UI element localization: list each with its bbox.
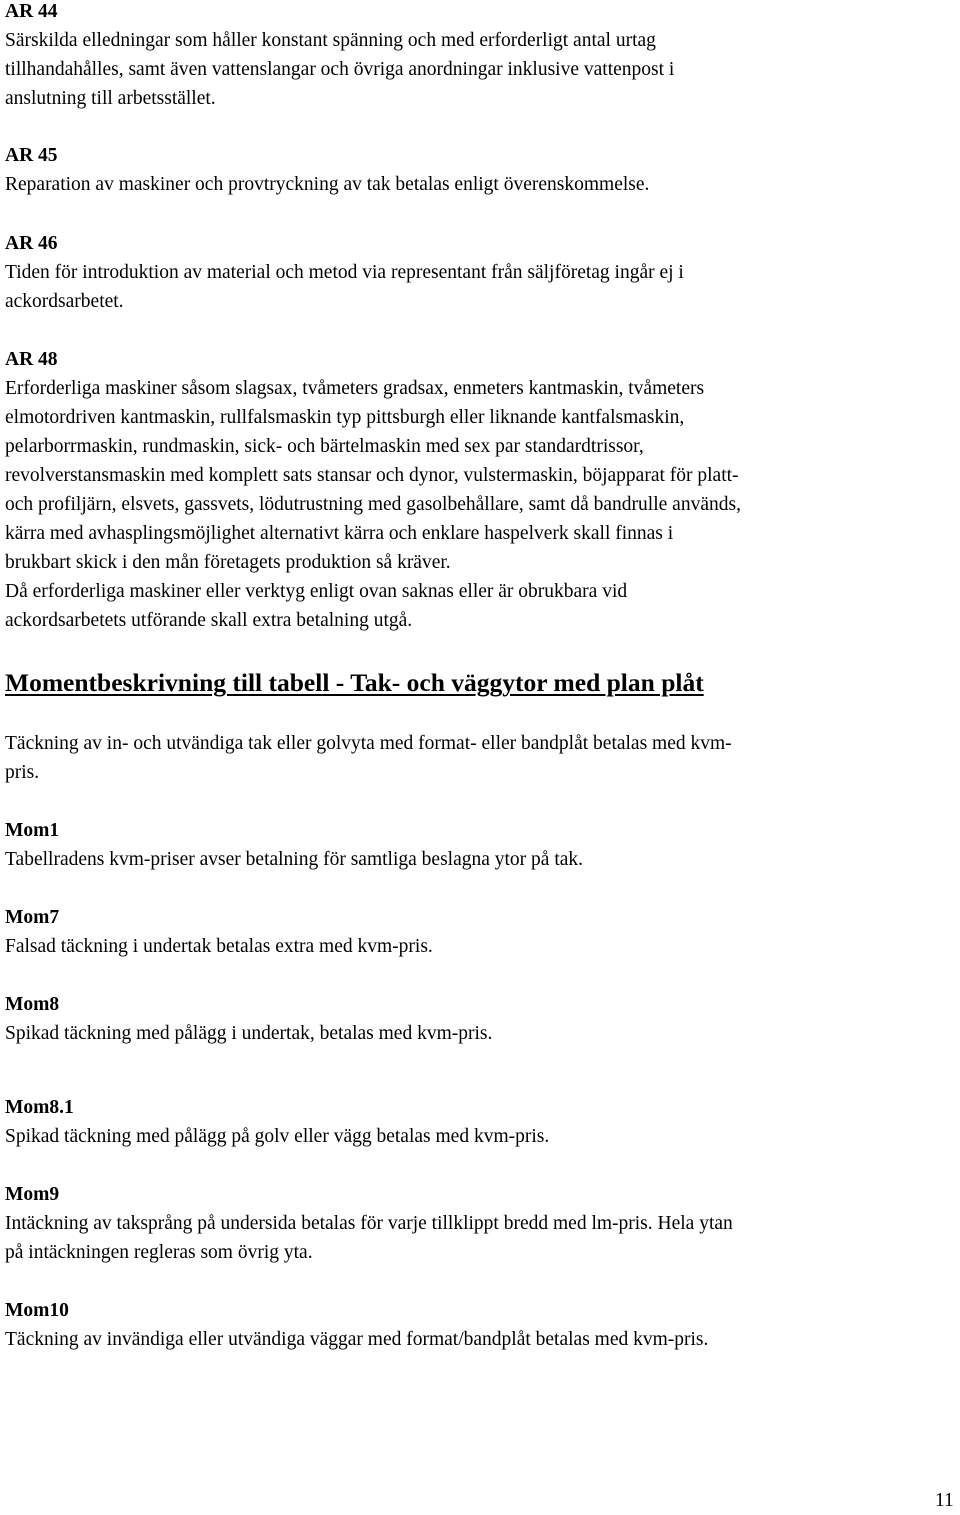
- moment-mom8-1: [5, 1093, 955, 1151]
- paragraph-line: Tiden för introduktion av material och metod via representant från säljföretag ingår ej i: [5, 262, 684, 283]
- section-heading: AR 48: [5, 349, 58, 370]
- paragraph-line: Täckning av invändiga eller utvändiga väggar med format/bandplåt betalas med kvm-pris.: [5, 1329, 709, 1350]
- moment-heading: Mom8: [5, 994, 60, 1015]
- paragraph-line: ackordsarbetets utförande skall extra betalning utgå.: [5, 610, 413, 631]
- paragraph-line: Falsad täckning i undertak betalas extra med kvm-pris.: [5, 936, 433, 957]
- section-ar45: [5, 141, 955, 199]
- paragraph-line: Täckning av in- och utvändiga tak eller golvyta med format- eller bandplåt betalas med kvm-: [5, 733, 732, 754]
- moment-mom7: [5, 903, 955, 961]
- section-heading: AR 46: [5, 233, 58, 254]
- section-ar46: [5, 229, 955, 316]
- intro-paragraph: [5, 729, 955, 787]
- section-ar48: [5, 345, 955, 635]
- moment-mom9: [5, 1180, 955, 1267]
- paragraph-line: och profiljärn, elsvets, gassvets, lödutrustning med gasolbehållare, samt då bandrulle används,: [5, 494, 741, 515]
- paragraph-line: Då erforderliga maskiner eller verktyg enligt ovan saknas eller är obrukbara vid: [5, 581, 628, 602]
- moment-mom10: [5, 1296, 955, 1354]
- paragraph-line: brukbart skick i den mån företagets produktion så kräver.: [5, 552, 451, 573]
- paragraph-line: Spikad täckning med pålägg i undertak, betalas med kvm-pris.: [5, 1023, 493, 1044]
- moment-mom8: [5, 990, 955, 1048]
- paragraph-line: tillhandahålles, samt även vattenslangar och övriga anordningar inklusive vattenpost i: [5, 59, 675, 80]
- page-number: 11: [935, 1490, 954, 1511]
- paragraph-line: elmotordriven kantmaskin, rullfalsmaskin typ pittsburgh eller liknande kantfalsmaskin,: [5, 407, 685, 428]
- moment-heading: Mom8.1: [5, 1097, 74, 1118]
- paragraph-line: revolverstansmaskin med komplett sats stansar och dynor, vulstermaskin, böjapparat för platt-: [5, 465, 739, 486]
- moment-heading: Mom7: [5, 907, 60, 928]
- paragraph-line: Tabellradens kvm-priser avser betalning för samtliga beslagna ytor på tak.: [5, 849, 584, 870]
- paragraph-line: på intäckningen regleras som övrig yta.: [5, 1242, 313, 1263]
- paragraph-line: Intäckning av taksprång på undersida betalas för varje tillklippt bredd med lm-pris. Hela ytan: [5, 1213, 733, 1234]
- section-heading: AR 45: [5, 145, 58, 166]
- moment-heading: Mom10: [5, 1300, 69, 1321]
- paragraph-line: anslutning till arbetsstället.: [5, 88, 216, 109]
- paragraph-line: Reparation av maskiner och provtryckning av tak betalas enligt överenskommelse.: [5, 174, 650, 195]
- section-heading: AR 44: [5, 1, 58, 22]
- paragraph-line: ackordsarbetet.: [5, 291, 124, 312]
- moment-heading: Mom9: [5, 1184, 60, 1205]
- paragraph-line: Särskilda elledningar som håller konstant spänning och med erforderligt antal urtag: [5, 30, 656, 51]
- paragraph-line: Erforderliga maskiner såsom slagsax, tvåmeters gradsax, enmeters kantmaskin, tvåmeters: [5, 378, 705, 399]
- paragraph-line: pelarborrmaskin, rundmaskin, sick- och bärtelmaskin med sex par standardtrissor,: [5, 436, 644, 457]
- paragraph-line: pris.: [5, 762, 40, 783]
- moment-mom1: [5, 816, 955, 874]
- section-title: Momentbeskrivning till tabell - Tak- och väggytor med plan plåt: [5, 668, 704, 697]
- moment-heading: Mom1: [5, 820, 60, 841]
- paragraph-line: kärra med avhasplingsmöjlighet alternativt kärra och enklare haspelverk skall finnas i: [5, 523, 674, 544]
- section-ar44: [5, 0, 955, 113]
- paragraph-line: Spikad täckning med pålägg på golv eller vägg betalas med kvm-pris.: [5, 1126, 550, 1147]
